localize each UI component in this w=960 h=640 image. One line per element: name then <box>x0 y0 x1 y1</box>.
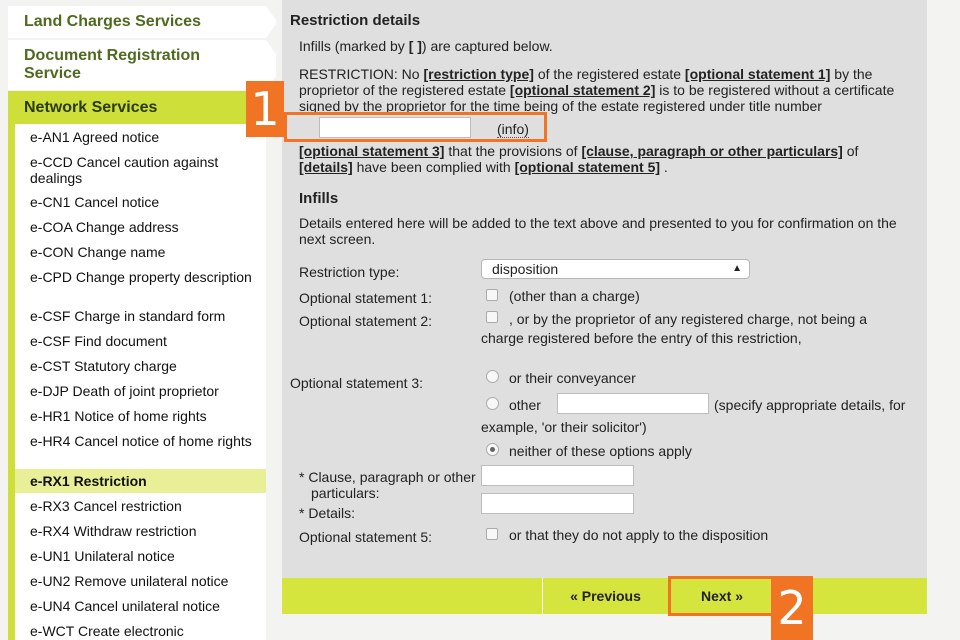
restriction-type-value: disposition <box>492 261 559 277</box>
restriction-text: proprietor of the registered estate <box>299 82 510 98</box>
form-navigation-bar <box>282 578 927 614</box>
sidebar-item-e-un1[interactable]: e-UN1 Unilateral notice <box>30 548 175 564</box>
restriction-type-label: Restriction type: <box>299 264 400 280</box>
restriction-text: by the <box>830 66 873 82</box>
restriction-details-heading: Restriction details <box>290 12 421 29</box>
infill-details: [details] <box>299 159 353 175</box>
optional-statement-3-other-input[interactable] <box>557 393 709 414</box>
sidebar-item-e-cpd[interactable]: e-CPD Change property description <box>30 269 252 285</box>
restriction-text-line3: signed by the proprietor for the time being of the estate registered under title number <box>299 98 822 114</box>
sidebar-item-e-rx4[interactable]: e-RX4 Withdraw restriction <box>30 523 197 539</box>
restriction-text-line1 <box>299 66 872 82</box>
optional-statement-2-checkbox[interactable] <box>486 311 498 323</box>
optional-statement-3-radio-other[interactable] <box>486 397 499 410</box>
sidebar-item-e-coa[interactable]: e-COA Change address <box>30 219 179 235</box>
optional-statement-3-neither-text: neither of these options apply <box>509 443 692 459</box>
infills-description: Details entered here will be added to the text above and presented to you for confirmation on the <box>299 215 897 231</box>
sidebar-item-e-rx3[interactable]: e-RX3 Cancel restriction <box>30 498 182 514</box>
optional-statement-5-checkbox[interactable] <box>486 528 498 540</box>
sidebar-item-e-cn1[interactable]: e-CN1 Cancel notice <box>30 194 160 210</box>
infills-note <box>299 38 553 54</box>
restriction-text: . <box>660 159 668 175</box>
optional-statement-2-text: , or by the proprietor of any registered charge, not being a <box>509 311 867 327</box>
previous-button[interactable]: « Previous <box>543 578 668 614</box>
details-input[interactable] <box>481 493 634 514</box>
sidebar-item-e-csf-find[interactable]: e-CSF Find document <box>30 333 167 349</box>
optional-statement-3-radio-conveyancer[interactable] <box>486 370 499 383</box>
sidebar-item-e-con[interactable]: e-CON Change name <box>30 244 166 260</box>
select-arrows-icon: ▲ <box>732 263 742 274</box>
restriction-text: is to be registered without a certificate <box>655 82 895 98</box>
sidebar-item-e-wct[interactable]: e-WCT Create electronic <box>30 623 184 639</box>
clause-label-2: particulars: <box>311 485 380 501</box>
sidebar-item-e-rx1[interactable]: e-RX1 Restriction <box>15 469 266 493</box>
infills-note-post: ) are captured below. <box>421 38 553 54</box>
optional-statement-3-conveyancer-text: or their conveyancer <box>509 370 636 386</box>
optional-statement-3-other-text: other <box>509 397 541 413</box>
optional-statement-3-radio-neither[interactable] <box>486 443 499 456</box>
sidebar-item-e-un2[interactable]: e-UN2 Remove unilateral notice <box>30 573 229 589</box>
optional-statement-2-text-2: charge registered before the entry of this restriction, <box>481 330 802 346</box>
restriction-text: RESTRICTION: No <box>299 66 424 82</box>
optional-statement-5-text: or that they do not apply to the disposition <box>509 527 769 543</box>
restriction-text-line4 <box>299 143 858 159</box>
sidebar-item-e-hr1[interactable]: e-HR1 Notice of home rights <box>30 408 207 424</box>
restriction-text: have been complied with <box>352 159 515 175</box>
sidebar-item-list <box>8 124 266 640</box>
restriction-text-line2 <box>299 82 894 98</box>
optional-statement-1-checkbox[interactable] <box>486 289 498 301</box>
optional-statement-5-label: Optional statement 5: <box>299 529 433 545</box>
clause-input[interactable] <box>481 465 634 486</box>
sidebar-item-e-cst[interactable]: e-CST Statutory charge <box>30 358 177 374</box>
next-button[interactable]: Next » <box>672 578 772 614</box>
sidebar-item-e-ccd[interactable]: e-CCD Cancel caution against dealings <box>30 154 219 186</box>
optional-statement-3-hint: (specify appropriate details, for <box>714 397 906 413</box>
infill-restriction-type: [restriction type] <box>423 66 534 82</box>
infill-clause: [clause, paragraph or other particulars] <box>581 143 843 159</box>
infill-optional-statement-1: [optional statement 1] <box>684 66 831 82</box>
optional-statement-1-label: Optional statement 1: <box>299 290 433 306</box>
sidebar-section-network-services[interactable]: Network Services <box>8 91 266 124</box>
infills-description-2: next screen. <box>299 231 376 247</box>
sidebar <box>0 0 272 640</box>
restriction-text: that the provisions of <box>444 143 582 159</box>
restriction-type-select[interactable] <box>481 259 750 279</box>
optional-statement-3-label: Optional statement 3: <box>290 375 424 391</box>
sidebar-item-e-un4[interactable]: e-UN4 Cancel unilateral notice <box>30 598 220 614</box>
sidebar-item-e-csf-charge[interactable]: e-CSF Charge in standard form <box>30 308 226 324</box>
restriction-text: of the registered estate <box>533 66 685 82</box>
clause-label: * Clause, paragraph or other <box>299 469 476 485</box>
infills-note-pre: Infills (marked by <box>299 38 409 54</box>
info-link[interactable]: (info) <box>497 121 529 137</box>
annotation-step-2: 2 <box>771 576 813 640</box>
restriction-text: of <box>842 143 859 159</box>
infill-optional-statement-3: [optional statement 3] <box>299 143 445 159</box>
sidebar-section-land-charges[interactable]: Land Charges Services <box>8 6 266 38</box>
sidebar-item-e-hr4[interactable]: e-HR4 Cancel notice of home rights <box>30 433 252 449</box>
annotation-highlight-next <box>668 576 774 616</box>
sidebar-section-document-registration[interactable]: Document Registration Service <box>8 40 266 90</box>
infills-marker: [ ] <box>408 38 422 54</box>
optional-statement-3-hint-2: example, 'or their solicitor') <box>481 419 647 435</box>
main-panel <box>282 0 927 578</box>
details-label: * Details: <box>299 505 356 521</box>
sidebar-item-e-an1[interactable]: e-AN1 Agreed notice <box>30 129 160 145</box>
infill-optional-statement-2: [optional statement 2] <box>509 82 656 98</box>
infills-heading: Infills <box>299 190 339 207</box>
restriction-text-line5 <box>299 159 668 175</box>
annotation-step-1: 1 <box>246 81 284 137</box>
sidebar-item-e-djp[interactable]: e-DJP Death of joint proprietor <box>30 383 219 399</box>
optional-statement-2-label: Optional statement 2: <box>299 313 433 329</box>
optional-statement-1-text: (other than a charge) <box>509 288 640 304</box>
infill-optional-statement-5: [optional statement 5] <box>514 159 661 175</box>
annotation-highlight-title-number <box>284 112 547 142</box>
